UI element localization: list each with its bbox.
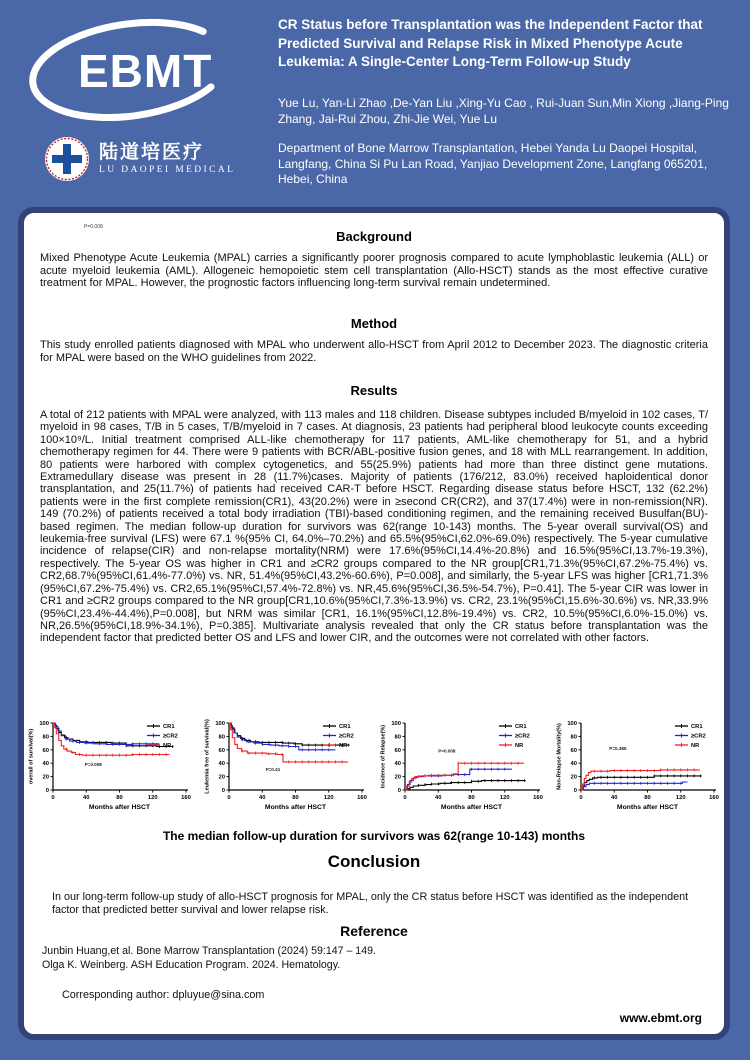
svg-text:40: 40 xyxy=(611,795,618,801)
svg-text:Leukemia free of survival(%): Leukemia free of survival(%) xyxy=(204,719,211,794)
background-text: Mixed Phenotype Acute Leukemia (MPAL) carries a significantly poorer prognosis compared to acute lymphoblastic leukemia (ALL) or acute myeloid leukemia (AML). Allogeneic hemopoietic stem cell transplantation (Allo-HSCT) stands as the most effective curative treatment for MPAL. However, the prognostic factors influencing long-term survival remain undetermined. xyxy=(40,252,708,289)
svg-text:160: 160 xyxy=(181,795,191,801)
svg-text:100: 100 xyxy=(39,721,49,727)
chart-incidence-of-relapse xyxy=(378,716,554,828)
svg-text:120: 120 xyxy=(323,795,334,801)
poster-body-panel xyxy=(18,207,730,1040)
svg-text:0: 0 xyxy=(397,788,401,794)
svg-text:160: 160 xyxy=(357,795,367,801)
poster-affiliation: Department of Bone Marrow Transplantation, Hebei Yanda Lu Daopei Hospital, Langfang, China Si Pu Lan Road, Yanjiao Development Zone, Langfang 065201, Hebei, China xyxy=(278,141,708,187)
svg-text:80: 80 xyxy=(570,734,577,741)
svg-text:Incidence of Relapse(%): Incidence of Relapse(%) xyxy=(380,724,387,789)
reference-item: Junbin Huang,et al. Bone Marrow Transplantation (2024) 59:147 – 149. xyxy=(42,945,376,957)
svg-text:NR: NR xyxy=(515,743,524,749)
svg-text:80: 80 xyxy=(42,734,49,741)
section-heading-reference: Reference xyxy=(340,923,408,939)
svg-text:80: 80 xyxy=(218,734,225,741)
lu-daopei-logo xyxy=(44,136,235,182)
poster-title: CR Status before Transplantation was the Independent Factor that Predicted Survival and Relapse Risk in Mixed Phenotype Acute Leukemia: A Single-Center Long-Term Follow-up Study xyxy=(278,17,703,70)
svg-text:20: 20 xyxy=(570,774,577,781)
svg-text:20: 20 xyxy=(42,774,49,781)
lu-daopei-emblem-icon xyxy=(44,136,90,182)
section-heading-conclusion: Conclusion xyxy=(327,852,421,871)
svg-text:P=0.008: P=0.008 xyxy=(84,761,102,767)
svg-text:P=0.385: P=0.385 xyxy=(609,745,627,751)
svg-text:≥CR2: ≥CR2 xyxy=(163,733,178,740)
svg-text:80: 80 xyxy=(644,795,651,801)
svg-text:P=0.41: P=0.41 xyxy=(265,767,281,773)
svg-text:Months after HSCT: Months after HSCT xyxy=(616,804,679,811)
svg-text:CR1: CR1 xyxy=(515,724,527,730)
section-heading-results: Results xyxy=(350,383,398,398)
svg-text:0: 0 xyxy=(45,788,49,794)
survival-charts-row xyxy=(26,716,722,828)
svg-text:80: 80 xyxy=(468,795,475,801)
svg-text:60: 60 xyxy=(218,747,225,754)
svg-text:CR1: CR1 xyxy=(339,724,351,730)
svg-text:120: 120 xyxy=(499,795,510,801)
ebmt-logo-text: EBMT xyxy=(78,45,213,97)
corresponding-author: Corresponding author: dpluyue@sina.com xyxy=(62,989,265,1001)
lu-daopei-english-name: LU DAOPEI MEDICAL xyxy=(99,165,236,176)
svg-text:100: 100 xyxy=(567,721,577,727)
svg-text:0: 0 xyxy=(227,795,231,801)
svg-text:160: 160 xyxy=(709,795,719,801)
svg-text:60: 60 xyxy=(42,747,49,754)
svg-text:60: 60 xyxy=(570,747,577,754)
svg-text:80: 80 xyxy=(292,795,299,801)
svg-text:NR: NR xyxy=(339,743,348,749)
svg-text:60: 60 xyxy=(394,747,401,754)
svg-text:0: 0 xyxy=(221,788,225,794)
svg-text:P=0.008: P=0.008 xyxy=(438,748,456,754)
svg-text:120: 120 xyxy=(147,795,158,801)
chart-leukemia-free-survival xyxy=(202,716,378,828)
svg-text:40: 40 xyxy=(259,795,266,801)
svg-text:120: 120 xyxy=(675,795,686,801)
svg-text:≥CR2: ≥CR2 xyxy=(339,733,354,740)
section-heading-background: Background xyxy=(336,229,412,244)
svg-text:80: 80 xyxy=(394,734,401,741)
ebmt-website-link: www.ebmt.org xyxy=(619,1011,702,1025)
svg-text:40: 40 xyxy=(218,761,225,768)
ebmt-logo xyxy=(18,10,248,132)
svg-text:≥CR2: ≥CR2 xyxy=(691,733,706,740)
svg-text:Months after HSCT: Months after HSCT xyxy=(440,804,503,811)
svg-text:100: 100 xyxy=(215,721,225,727)
svg-text:80: 80 xyxy=(116,795,123,801)
conclusion-text: In our long-term follow-up study of allo-HSCT prognosis for MPAL, only the CR status before HSCT was identified as the independent factor that predicted better survival and lower relapse risk. xyxy=(52,891,689,916)
svg-text:Months after HSCT: Months after HSCT xyxy=(264,804,327,811)
reference-item: Olga K. Weinberg. ASH Education Program. 2024. Hematology. xyxy=(42,959,341,971)
svg-text:Non-Relapse Mortality(%): Non-Relapse Mortality(%) xyxy=(556,723,563,790)
svg-text:20: 20 xyxy=(394,774,401,781)
svg-text:40: 40 xyxy=(83,795,90,801)
results-text: A total of 212 patients with MPAL were analyzed, with 113 males and 118 children. Disease subtypes included B/myeloid in 102 cases, T/ myeloid in 98 cases, T/B in 5 cases, T/B/myeloid in 7 cases. At diagnosis, 23 patients had peripheral blood leukocyte counts exceeding 100×10⁹/L. Initial treatment comprised ALL-like chemotherapy for 117 patients, AML-like chemotherapy for 51, and a hybrid chemotherapy regimen for 44. There were 9 patients with BCR/ABL-positive fusion genes, and 18 with MLL rearrangement. In addition, 80 patients were harbored with complex cytogenetics, and 55(25.9%) patients had more than three distinct gene mutations. Extramedullary disease was present in 28 (11.7%)cases. Majority of patients (176/212, 83.0%) received haploidentical donor transplantation, and 25(11.7%) of patients had received CAR-T before HSCT. Regarding disease status before HSCT, 132 (62.2%) patients were in the first complete remission(CR1), 43(20.2%) were in ≥second CR(CR2), and 37(17.4%) were in non-remission(NR). 149 (70.2%) of patients received a total body irradiation (TBI)-based conditioning regimen, and the remaining received Busulfan(BU)-based regimen. The median follow-up duration for survivors was 62(range 10-143) months. The 5-year overall survival(OS) and leukemia-free survival (LFS) were 67.1 %(95% CI, 64.0%–70.2%) and 65.5%(95%CI,62.0%-69.0%) respectively. The 5-year cumulative incidence of relapse(CIR) and non-relapse mortality(NRM) were 17.6%(95%CI,14.4%-20.8%) and 16.5%(95%CI,13.7%-19.3%), respectively. The 5-year OS was higher in CR1 and ≥CR2 groups compared to the NR group[CR1,71.3%(95%CI,67.2%-75.4%) vs. CR2,68.7%(95%CI,61.4%-77.0%) vs. NR, 51.4%(95%CI,43.2%-60.6%), P=0.008], and similarly, the 5-year LFS was higher [CR1,71.3%(95%CI,67.2%-75.4%) vs. CR2,65.1%(95%CI,57.4%-72.8%) vs. NR,45.6%(95%CI,36.5%-54.7%), P=0.41]. The 5-year CIR was lower in CR1 and ≥CR2 groups compared to the NR group[CR1,10.6%(95%CI,7.3%-13.9%) vs. CR2, 23.1%(95%CI,15.6%-30.6%) vs. NR,33.9%(95%CI,23.4%-44.4%),P=0.008], but NRM was similar [CR1, 16.1%(95%CI,12.8%-19.4%) vs. CR2, 10.5%(95%CI,6.0%-15.0%) vs. NR,26.5%(95%CI,18.9%-34.1%), P=0.385]. Multivariate analysis revealed that only the CR status before transplantation was the independent factor that predicted better OS and LFS and lower CIR, and the outcomes were not correlated with other factors. xyxy=(40,409,708,645)
svg-text:CR1: CR1 xyxy=(691,724,703,730)
svg-text:40: 40 xyxy=(570,761,577,768)
svg-text:0: 0 xyxy=(573,788,577,794)
chart-non-relapse-mortality xyxy=(554,716,730,828)
svg-text:CR1: CR1 xyxy=(163,724,175,730)
lu-daopei-chinese-name: 陆道培医疗 xyxy=(99,141,205,163)
svg-text:100: 100 xyxy=(391,721,401,727)
svg-text:40: 40 xyxy=(42,761,49,768)
section-heading-method: Method xyxy=(350,316,398,331)
svg-text:Months after HSCT: Months after HSCT xyxy=(88,804,151,811)
svg-text:NR: NR xyxy=(691,743,700,749)
figure-caption: The median follow-up duration for survivors was 62(range 10-143) months xyxy=(162,829,586,843)
svg-text:NR: NR xyxy=(163,743,172,749)
svg-text:0: 0 xyxy=(403,795,407,801)
chart-overall-survival xyxy=(26,716,202,828)
svg-text:160: 160 xyxy=(533,795,543,801)
svg-text:40: 40 xyxy=(435,795,442,801)
svg-text:20: 20 xyxy=(218,774,225,781)
svg-text:overall of survival(%): overall of survival(%) xyxy=(28,728,35,785)
stray-p-value-note: P=0.008 xyxy=(84,224,103,230)
svg-text:0: 0 xyxy=(51,795,55,801)
svg-text:≥CR2: ≥CR2 xyxy=(515,733,530,740)
poster-authors: Yue Lu, Yan-Li Zhao ,De-Yan Liu ,Xing-Yu Cao , Rui-Juan Sun,Min Xiong ,Jiang-Ping Zhang, Jai-Rui Zhou, Zhi-Jie Wei, Yue Lu xyxy=(278,96,729,127)
svg-text:0: 0 xyxy=(579,795,583,801)
svg-text:40: 40 xyxy=(394,761,401,768)
ebmt-swoosh-icon xyxy=(18,10,248,132)
method-text: This study enrolled patients diagnosed with MPAL who underwent allo-HSCT from April 2012 to December 2023. The diagnostic criteria for MPAL were based on the WHO guidelines from 2022. xyxy=(40,339,708,364)
